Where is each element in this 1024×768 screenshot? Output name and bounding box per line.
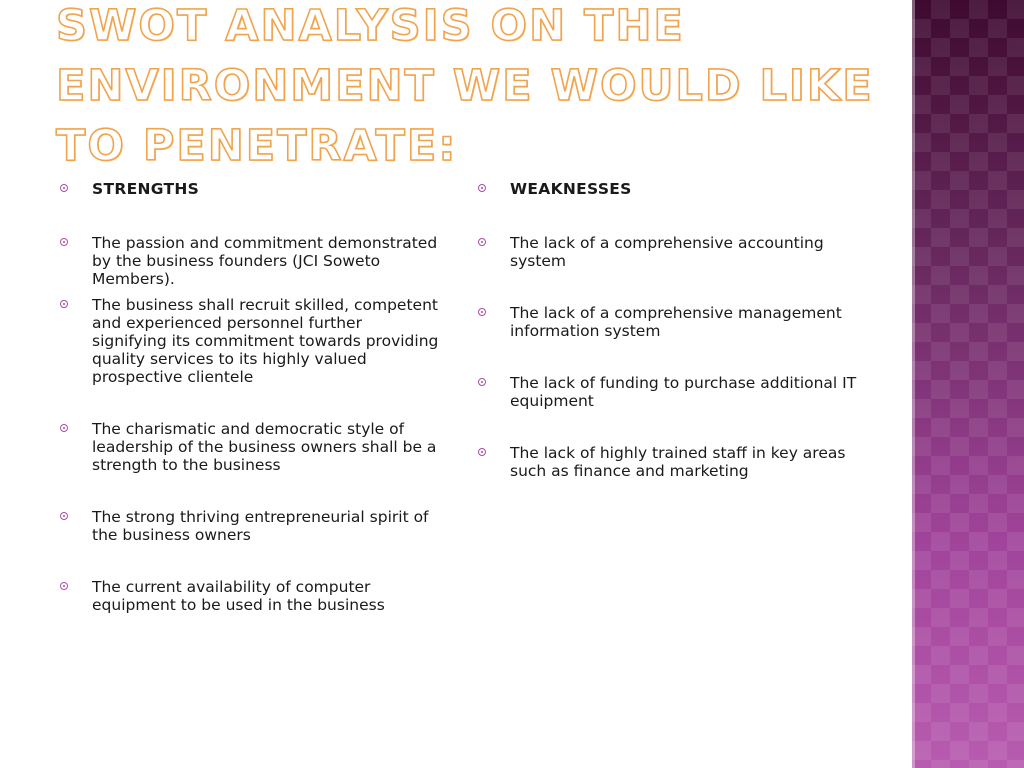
weakness-text: The lack of funding to purchase additional IT equipment [510, 374, 857, 410]
circle-dot-icon [60, 238, 68, 246]
list-item [478, 374, 858, 410]
circle-dot-icon [478, 448, 486, 456]
weakness-text: The lack of a comprehensive accounting system [510, 234, 824, 270]
circle-dot-icon [478, 184, 486, 192]
list-item [60, 578, 440, 614]
strength-text: The business shall recruit skilled, competent and experienced personnel further signifying its commitment towards providing quality services to its highly valued prospective clientele [92, 296, 439, 386]
list-item [478, 444, 858, 480]
strengths-heading-item [60, 180, 440, 198]
circle-dot-icon [478, 308, 486, 316]
weaknesses-heading: WEAKNESSES [510, 180, 632, 198]
decorative-side-band [912, 0, 1024, 768]
circle-dot-icon [478, 378, 486, 386]
list-item [478, 304, 858, 340]
list-item [60, 508, 440, 544]
circle-dot-icon [60, 582, 68, 590]
circle-dot-icon [60, 184, 68, 192]
weaknesses-heading-item [478, 180, 858, 198]
list-item [60, 296, 440, 386]
strength-text: The current availability of computer equipment to be used in the business [92, 578, 385, 614]
list-item [60, 234, 440, 288]
circle-dot-icon [478, 238, 486, 246]
circle-dot-icon [60, 300, 68, 308]
circle-dot-icon [60, 424, 68, 432]
strength-text: The strong thriving entrepreneurial spirit of the business owners [92, 508, 429, 544]
list-item [60, 420, 440, 474]
strength-text: The passion and commitment demonstrated by the business founders (JCI Soweto Members). [92, 234, 438, 288]
circle-dot-icon [60, 512, 68, 520]
weakness-text: The lack of a comprehensive management information system [510, 304, 842, 340]
weakness-text: The lack of highly trained staff in key areas such as finance and marketing [510, 444, 846, 480]
list-item [478, 234, 858, 270]
strengths-heading: STRENGTHS [92, 180, 200, 198]
strength-text: The charismatic and democratic style of leadership of the business owners shall be a strength to the business [92, 420, 437, 474]
slide-title: SWOT ANALYSIS ON THE ENVIRONMENT WE WOULD LIKE TO PENETRATE: [56, 1, 874, 171]
